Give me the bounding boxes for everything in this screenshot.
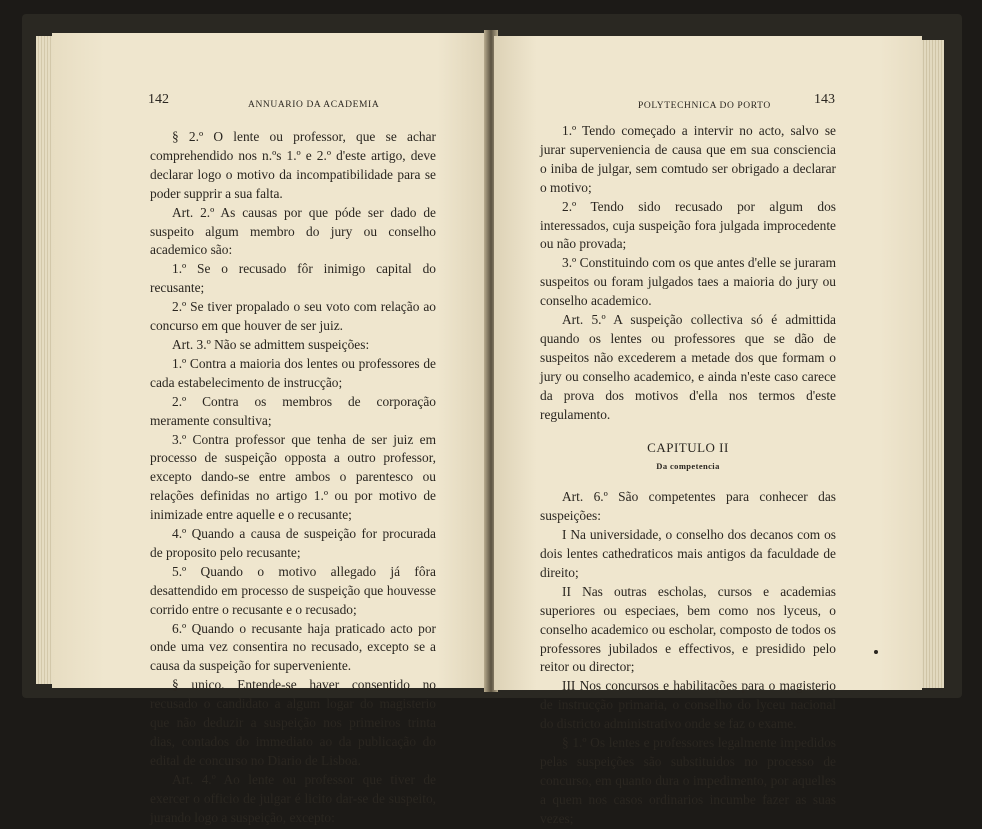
chapter-subtitle: Da competencia: [656, 461, 720, 472]
paragraph: 3.º Contra professor que tenha de ser juiz em processo de suspeição opposta a outro professor, excepto dando-se entre ambos o parentesco ou relações definidas no artigo 1.º ou por motivo de inimizade entre aquelle e o recusante;: [150, 431, 436, 523]
paragraph: II Nas outras escholas, cursos e academias superiores ou especiaes, bem como nos lyceus, o conselho academico ou escholar, composto de todos os professores jubilados e effectivos, e presidido pelo reitor ou director;: [540, 583, 836, 675]
paragraph: 2.º Se tiver propalado o seu voto com relação ao concurso em que houver de ser juiz.: [150, 299, 436, 334]
paragraph: § 1.º Os lentes e professores legalmente impedidos pelas suspeições são substituidos no processo de concurso, em quanto dura o impedimento, por aquelles a quem nos casos ordinarios incumbe fazer as suas vezes;: [540, 735, 836, 826]
chapter-title: CAPITULO II: [647, 439, 729, 455]
right-page-number: 143: [814, 92, 835, 107]
paragraph: 5.º Quando o motivo allegado já fôra desattendido em processo de suspeição que houvesse corrido entre o recusante e o recusado;: [150, 563, 436, 617]
paragraph: 6.º Quando o recusante haja praticado acto por onde uma vez consentira no recusado, excepto se a causa da suspeição for superveniente.: [150, 620, 436, 674]
right-running-head: POLYTECHNICA DO PORTO: [638, 101, 771, 111]
paragraph: 1.º Contra a maioria dos lentes ou professores de cada estabelecimento de instrucção;: [150, 355, 436, 390]
left-body-text: [150, 128, 436, 828]
left-running-head: ANNUARIO DA ACADEMIA: [248, 100, 380, 110]
paragraph: Art. 4.º Ao lente ou professor que tiver de exercer o officio de julgar é licito dar-se de suspeito, jurando logo a suspeição, excepto:: [150, 771, 436, 825]
right-body-text: [540, 122, 836, 829]
paragraph: 1.º Se o recusado fôr inimigo capital do recusante;: [150, 261, 436, 296]
paragraph: III Nos concursos e habilitações para o magisterio de instrucção primaria, o conselho do lyceu nacional do districto administrativo onde se faz o exame.: [540, 678, 836, 732]
paragraph: 1.º Tendo começado a intervir no acto, salvo se jurar superveniencia de causa que em sua consciencia o iniba de julgar, sem comtudo ser obrigado a declarar o motivo;: [540, 123, 836, 195]
paragraph: 2.º Contra os membros de corporação meramente consultiva;: [150, 393, 436, 428]
right-page: [494, 36, 922, 826]
paragraph: Art. 3.º Não se admittem suspeições:: [172, 336, 370, 352]
paragraph: 4.º Quando a causa de suspeição for procurada de proposito pelo recusante;: [150, 526, 436, 560]
paragraph: 2.º Tendo sido recusado por algum dos interessados, cuja suspeição fora julgada improcedente ou não provada;: [540, 198, 836, 252]
paragraph: 3.º Constituindo com os que antes d'elle se juraram suspeitos ou foram julgados taes a maioria do jury ou conselho academico.: [540, 255, 836, 309]
left-page: [52, 33, 490, 825]
left-page-number: 142: [148, 92, 169, 107]
paragraph: Art. 6.º São competentes para conhecer das suspeições:: [540, 489, 836, 524]
paragraph: Art. 2.º As causas por que póde ser dado de suspeito algum membro do jury ou conselho academico são:: [150, 204, 436, 258]
paragraph: I Na universidade, o conselho dos decanos com os dois lentes cathedraticos mais antigos da faculdade de direito;: [540, 527, 836, 580]
paragraph: § unico. Entende-se haver consentido no recusado o candidato a algum logar do magisterio que não deduzir a suspeição nos primeiros trinta dias, contados do immediato ao da publicação do edital de concurso no Diario de Lisboa.: [150, 677, 436, 768]
ink-speck: [874, 650, 878, 654]
paragraph: Art. 5.º A suspeição collectiva só é admittida quando os lentes ou professores que se dão de suspeitos não excederem a metade dos que formam o jury ou conselho academico, e ainda n'este caso carece da prova dos motivos d'ella nos termos d'este regulamento.: [540, 312, 836, 422]
paragraph: § 2.º O lente ou professor, que se achar comprehendido nos n.ºs 1.º e 2.º d'este artigo, deve declarar logo o motivo da incompatibilidade para se poder supprir a sua falta.: [150, 129, 436, 201]
